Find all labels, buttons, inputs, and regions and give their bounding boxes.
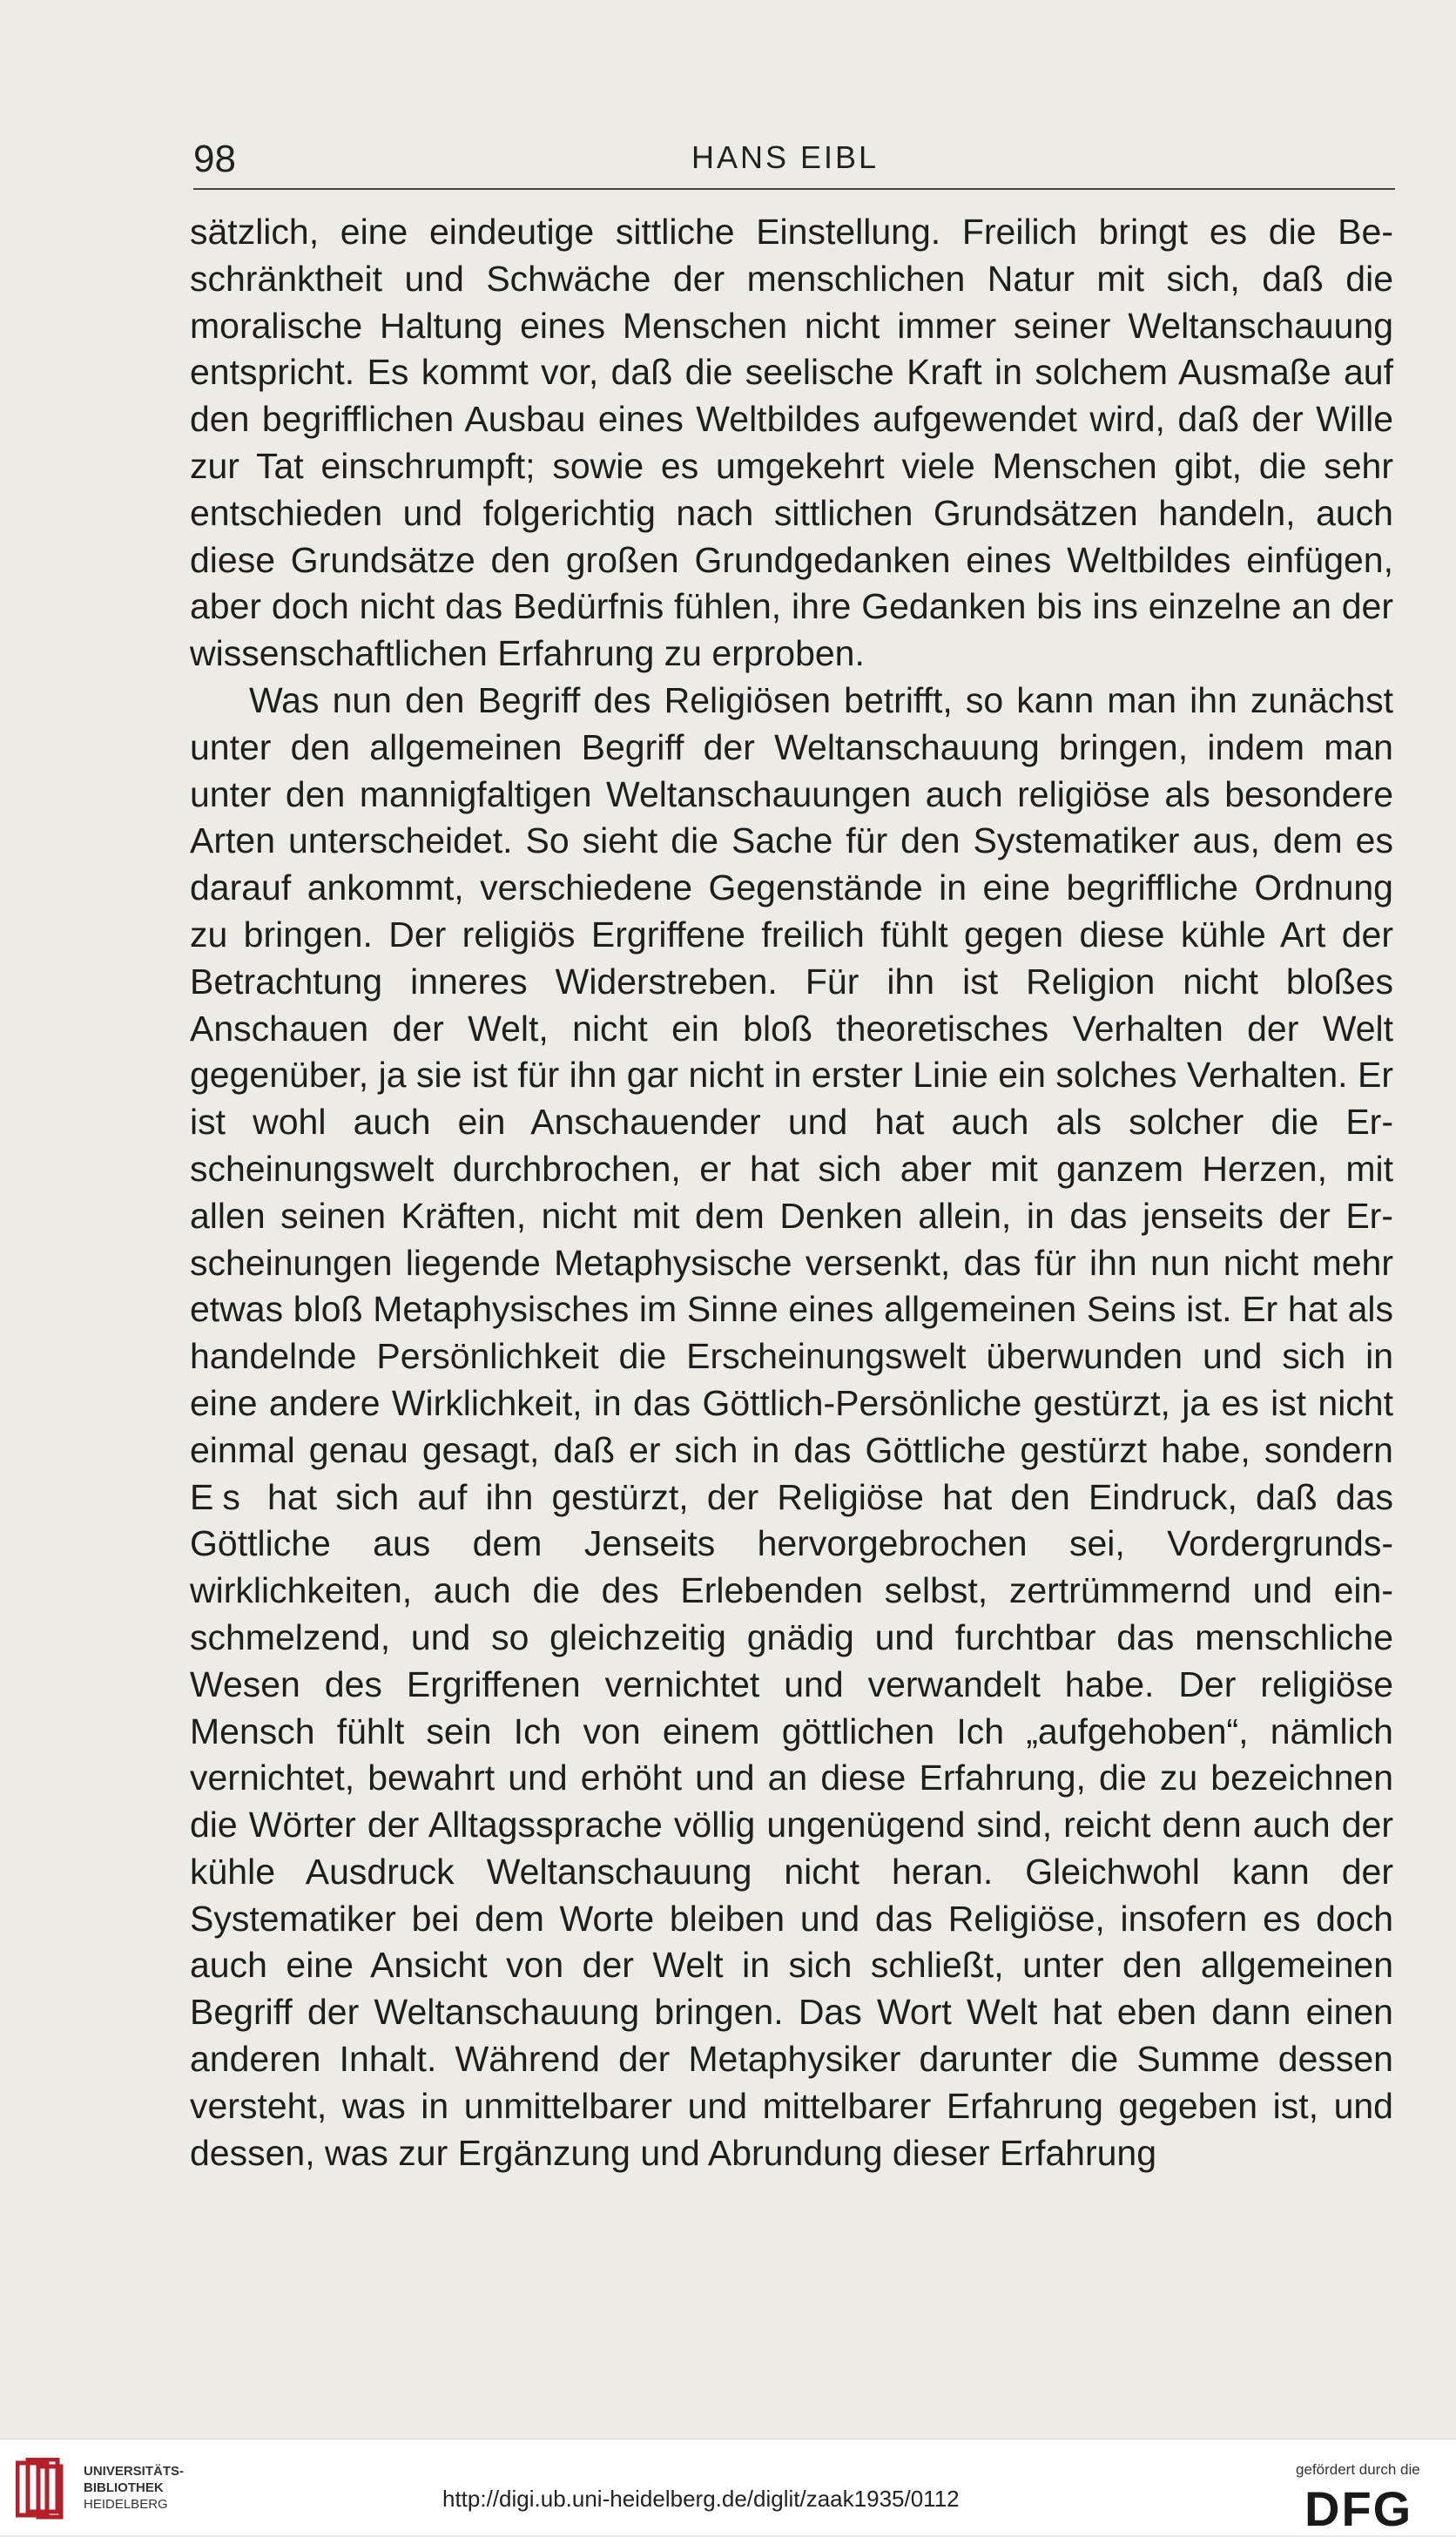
university-library-logo-icon — [16, 2458, 66, 2520]
paragraph-text: hat sich auf ihn gestürzt, der Religiöse hat den Eindruck, daß das Göttliche aus dem Jenseits hervorgebrochen sei, Vordergrundswirklichkeiten, auch die des Erlebenden selbst, zertrümmernd und einschmelzend, und so gleichzeitig gnädig und furchtbar das menschliche Wesen des Ergriffenen vernichtet und verwandelt habe. Der religiöse Mensch fühlt sein Ich von einem göttlichen Ich „aufgehoben“, nämlich vernichtet, bewahrt und erhöht und an diese Erfahrung, die zu bezeichnen die Wörter der Alltagssprache völlig ungenügend sind, reicht denn auch der kühle Ausdruck Weltanschauung nicht heran. Gleichwohl kann der Systematiker bei dem Worte bleiben und das Religiöse, insofern es doch auch eine Ansicht von der Welt in sich schließt, unter den allgemeinen Begriff der Weltanschauung bringen. Das Wort Welt hat eben dann einen anderen Inhalt. Während der Metaphysiker darunter die Summe dessen versteht, was in unmittelbarer und mittelbarer Erfahrung gegeben ist, und dessen, was zur Ergänzung und Abrundung dieser Erfahrung — [190, 1476, 1393, 2173]
emphasized-word: Es — [190, 1476, 249, 1517]
library-name-line2: BIBLIOTHEK — [84, 2480, 164, 2495]
paragraph-text: Was nun den Begriff des Religiösen betrifft, so kann man ihn zunächst unter den allgemeinen Begriff der Weltanschauung bringen, indem man unter den mannigfaltigen Weltanschauungen auch religiöse als besondere Arten unterscheidet. So sieht die Sache für den Systematiker aus, dem es darauf ankommt, verschiedene Gegenstände in eine begriffliche Ordnung zu bringen. Der religiös Ergriffene freilich fühlt gegen diese kühle Art der Betrachtung inneres Widerstreben. Für ihn ist Religion nicht bloßes Anschauen der Welt, nicht ein bloß theoretisches Verhalten der Welt gegenüber, ja sie ist für ihn gar nicht in erster Linie ein solches Verhalten. Er ist wohl auch ein Anschauender und hat auch als solcher die Erscheinungswelt durchbrochen, er hat sich aber mit ganzem Herzen, mit allen seinen Kräften, nicht mit dem Denken allein, in das jenseits der Erscheinungen liegende Metaphysische versenkt, das für ihn nun nicht mehr etwas bloß Metaphysisches im Sinne eines allgemeinen Seins ist. Er hat als handelnde Persönlichkeit die Erscheinungswelt überwunden und sich in eine andere Wirklichkeit, in das Göttlich-Persönliche gestürzt, ja es ist nicht einmal genau gesagt, daß er sich in das Göttliche gestürzt habe, sondern — [190, 679, 1393, 1470]
paragraph-2 — [190, 678, 1393, 2177]
page-number: 98 — [193, 138, 236, 180]
body-text — [190, 209, 1393, 2176]
running-head: HANS EIBL — [691, 139, 880, 175]
library-name-line1: UNIVERSITÄTS- — [84, 2464, 185, 2479]
header-rule — [193, 188, 1395, 190]
paragraph-text: sätzlich, eine eindeutige sittliche Einstellung. Freilich bringt es die Beschränktheit und Schwäche der menschlichen Natur mit sich, daß die moralische Haltung eines Menschen nicht immer seiner Weltanschauung entspricht. Es kommt vor, daß die seelische Kraft in solchem Ausmaße auf den begrifflichen Ausbau eines Weltbildes aufgewendet wird, daß der Wille zur Tat einschrumpft; sowie es umgekehrt viele Menschen gibt, die sehr entschieden und folgerichtig nach sittlichen Grundsätzen handeln, auch diese Grundsätze den großen Grundgedanken eines Weltbildes einfügen, aber doch nicht das Bedürfnis fühlen, ihre Gedanken bis ins einzelne an der wissenschaftlichen Erfahrung zu erproben. — [190, 212, 1393, 674]
library-name-line3: HEIDELBERG — [84, 2497, 168, 2512]
dfg-logo: DFG — [1304, 2481, 1413, 2536]
page-header — [193, 131, 1395, 183]
library-name — [84, 2463, 184, 2513]
paragraph-1 — [190, 209, 1393, 678]
sponsor-label: gefördert durch die — [1296, 2461, 1420, 2478]
source-url-link[interactable]: http://digi.ub.uni-heidelberg.de/diglit/zaak1935/0112 — [442, 2486, 960, 2512]
